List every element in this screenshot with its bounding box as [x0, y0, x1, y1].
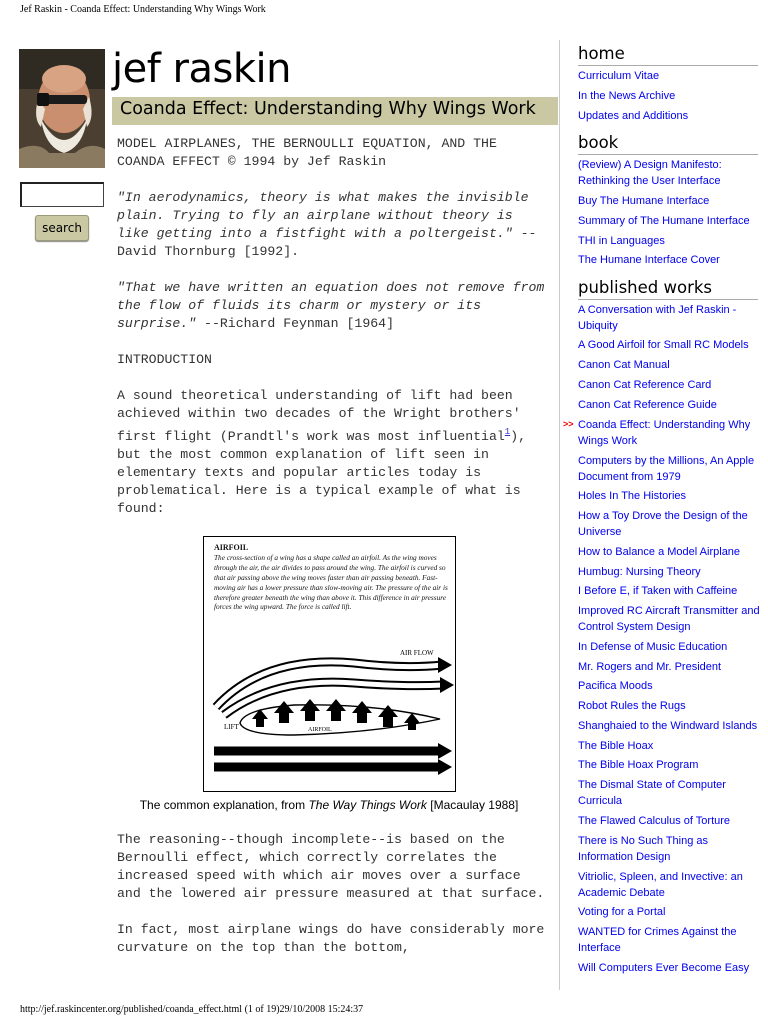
author-photo [19, 49, 105, 168]
sidebar-link-work[interactable]: Computers by the Millions, An Apple Document from 1979 [578, 455, 755, 483]
sidebar-link-work[interactable]: Voting for a Portal [578, 906, 666, 918]
paragraph-curvature: In fact, most airplane wings do have considerably more curvature on the top than the bottom, [117, 922, 545, 955]
print-header: Jef Raskin - Coanda Effect: Understanding Why Wings Work [20, 4, 266, 15]
airfoil-figure [117, 536, 549, 813]
sidebar-link-work[interactable]: The Bible Hoax [578, 740, 654, 752]
sidebar-link-work[interactable]: The Bible Hoax Program [578, 759, 699, 771]
page-subtitle-bar [112, 97, 558, 125]
sidebar-heading-home: home [578, 44, 625, 63]
sidebar-link-work-current[interactable]: Coanda Effect: Understanding Why Wings Work [578, 419, 751, 447]
figure-text: The cross-section of a wing has a shape called an airfoil. As the wing moves through the air, the air divides to pass around the wing. The airfoil is curved so that air passing above the wing moves faster than air passing beneath. Fast-moving air has a lower pressure than slow-moving air. The pressure of the air is therefore greater beneath the wing than above it. This difference in air pressure forces the wing upward. The force is called lift. [214, 552, 448, 612]
paragraph-reasoning: The reasoning--though incomplete--is based on the Bernoulli effect, which correctly correlates the increased speed with which air moves over a surface and the lowered air pressure measured at that surface. [117, 832, 545, 901]
sidebar-link-work[interactable]: How a Toy Drove the Design of the Universe [578, 510, 748, 538]
sidebar-link-work[interactable]: There is No Such Thing as Information Design [578, 835, 709, 863]
sidebar-link-work[interactable]: How to Balance a Model Airplane [578, 546, 741, 558]
sidebar-link-book[interactable]: The Humane Interface Cover [578, 254, 720, 266]
airfoil-diagram [203, 536, 456, 792]
sidebar-link-work[interactable]: The Flawed Calculus of Torture [578, 815, 731, 827]
paragraph-intro: A sound theoretical understanding of lift had been achieved within two decades of the Wright brothers' first flight (Prandtl's work was most influential$^1$), but the most common explanation of lift seen in elementary texts and popular articles today is problematical. Here is a typical example of what is found: [117, 388, 527, 516]
sidebar-link-work[interactable]: In Defense of Music Education [578, 641, 728, 653]
divider [578, 154, 758, 155]
sidebar-link-cv[interactable]: Curriculum Vitae [578, 70, 660, 82]
sidebar-link-work[interactable]: Vitriolic, Spleen, and Invective: an Academic Debate [578, 871, 743, 899]
sidebar-link-book[interactable]: THI in Languages [578, 235, 665, 247]
sidebar-link-work[interactable]: Canon Cat Reference Guide [578, 399, 717, 411]
sidebar-link-work[interactable]: Robot Rules the Rugs [578, 700, 686, 712]
sidebar-heading-book: book [578, 133, 619, 152]
sidebar-link-work[interactable]: Shanghaied to the Windward Islands [578, 720, 758, 732]
sidebar-link-work[interactable]: The Dismal State of Computer Curricula [578, 779, 726, 807]
search-input[interactable] [20, 182, 104, 207]
footnote-link[interactable]: 1 [504, 427, 511, 437]
current-page-marker: >> [563, 419, 574, 429]
sidebar-link-work[interactable]: Canon Cat Reference Card [578, 379, 712, 391]
sidebar-link-work[interactable]: A Good Airfoil for Small RC Models [578, 339, 749, 351]
quote-thornburg: "In aerodynamics, theory is what makes the invisible plain. Trying to fly an airplane without theory is like getting into a fistfight with a poltergeist." --David Thornburg [1992]. [117, 190, 537, 259]
figure-caption: The common explanation, from The Way Things Work [Macaulay 1988] [139, 798, 519, 812]
sidebar-link-work[interactable]: Holes In The Histories [578, 490, 687, 502]
article-content [117, 135, 549, 975]
search-button[interactable]: search [35, 215, 89, 241]
sidebar-link-news[interactable]: In the News Archive [578, 90, 676, 102]
sidebar-link-book[interactable]: Buy The Humane Interface [578, 195, 710, 207]
sidebar-link-work[interactable]: Canon Cat Manual [578, 359, 670, 371]
sidebar-link-work[interactable]: Mr. Rogers and Mr. President [578, 661, 722, 673]
sidebar-link-work[interactable]: WANTED for Crimes Against the Interface [578, 926, 737, 954]
sidebar-link-updates[interactable]: Updates and Additions [578, 110, 689, 122]
sidebar-link-book[interactable]: (Review) A Design Manifesto: Rethinking the User Interface [578, 159, 722, 187]
print-footer: http://jef.raskincenter.org/published/coanda_effect.html (1 of 19)29/10/2008 15:24:37 [20, 1004, 364, 1015]
sidebar-link-book[interactable]: Summary of The Humane Interface [578, 215, 750, 227]
divider [578, 299, 758, 300]
quote-feynman: "That we have written an equation does not remove from the flow of fluids its charm or mystery or its surprise." --Richard Feynman [1964] [117, 280, 545, 331]
sidebar-link-work[interactable]: Improved RC Aircraft Transmitter and Control System Design [578, 605, 760, 633]
sidebar-link-work[interactable]: I Before E, if Taken with Caffeine [578, 585, 738, 597]
label-air-flow: AIR FLOW [400, 649, 434, 657]
sidebar-link-work[interactable]: Will Computers Ever Become Easy [578, 962, 750, 974]
sidebar-link-work[interactable]: Pacifica Moods [578, 680, 653, 692]
divider [578, 65, 758, 66]
sidebar-link-work[interactable]: A Conversation with Jef Raskin - Ubiquity [578, 304, 737, 332]
label-lift: LIFT [224, 723, 239, 731]
figure-title: AIRFOIL [214, 543, 249, 552]
article-heading: MODEL AIRPLANES, THE BERNOULLI EQUATION, AND THE COANDA EFFECT © 1994 by Jef Raskin [117, 136, 497, 169]
page-subtitle: Coanda Effect: Understanding Why Wings Work [120, 99, 536, 119]
label-airfoil: AIRFOIL [308, 727, 332, 733]
site-title: jef raskin [112, 46, 291, 92]
sidebar-heading-works: published works [578, 278, 713, 297]
intro-heading: INTRODUCTION [117, 352, 212, 367]
sidebar-nav [559, 40, 758, 990]
sidebar-link-work[interactable]: Humbug: Nursing Theory [578, 566, 701, 578]
